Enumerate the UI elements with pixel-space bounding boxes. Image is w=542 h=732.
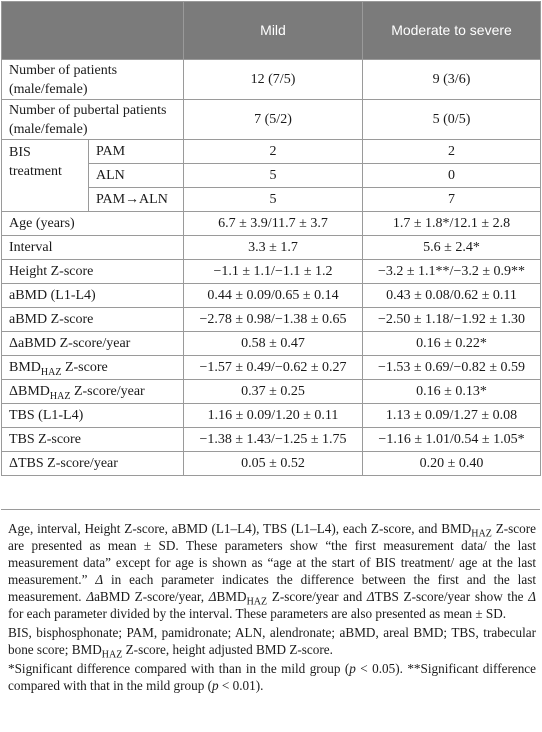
cell-moderate: 9 (3/6) bbox=[363, 60, 541, 100]
cell-moderate: 5.6 ± 2.4* bbox=[363, 236, 541, 260]
footnote-delta: Δ bbox=[208, 589, 217, 604]
label-part: ΔBMD bbox=[9, 384, 50, 399]
cell-moderate: 0.20 ± 0.40 bbox=[363, 452, 541, 476]
cell-mild: 6.7 ± 3.9/11.7 ± 3.7 bbox=[184, 212, 363, 236]
row-label: aBMD Z-score bbox=[2, 308, 184, 332]
row-label: Number of pubertal patients (male/female) bbox=[2, 100, 184, 140]
row-label: ΔaBMD Z-score/year bbox=[2, 332, 184, 356]
row-label: Height Z-score bbox=[2, 260, 184, 284]
table-row bbox=[2, 428, 541, 452]
footnote-text: in each parameter indicates the difference between the first and the last measurement. bbox=[8, 572, 536, 604]
row-label: TBS (L1-L4) bbox=[2, 404, 184, 428]
footnote-delta: Δ bbox=[366, 589, 375, 604]
cell-mild: 2 bbox=[184, 140, 363, 164]
row-label: TBS Z-score bbox=[2, 428, 184, 452]
label-subscript: HAZ bbox=[49, 390, 71, 402]
cell-moderate: −3.2 ± 1.1**/−3.2 ± 0.9** bbox=[363, 260, 541, 284]
table-row bbox=[2, 284, 541, 308]
cell-mild: 0.44 ± 0.09/0.65 ± 0.14 bbox=[184, 284, 363, 308]
table-row bbox=[2, 404, 541, 428]
cell-moderate: 5 (0/5) bbox=[363, 100, 541, 140]
footnote-definitions bbox=[8, 520, 536, 622]
cell-moderate: 7 bbox=[363, 188, 541, 212]
cell-mild: −1.57 ± 0.49/−0.62 ± 0.27 bbox=[184, 356, 363, 380]
cell-moderate: 0.16 ± 0.22* bbox=[363, 332, 541, 356]
cell-mild: 0.05 ± 0.52 bbox=[184, 452, 363, 476]
table-row bbox=[2, 356, 541, 380]
cell-mild: 5 bbox=[184, 164, 363, 188]
row-label: Age (years) bbox=[2, 212, 184, 236]
sub-label: ALN bbox=[89, 164, 184, 188]
header-empty bbox=[2, 2, 184, 60]
footnote-text: BMD bbox=[216, 589, 247, 604]
footnote-subscript: HAZ bbox=[246, 596, 268, 608]
row-label: ΔTBS Z-score/year bbox=[2, 452, 184, 476]
table-footnotes bbox=[8, 520, 536, 696]
cell-moderate: −2.50 ± 1.18/−1.92 ± 1.30 bbox=[363, 308, 541, 332]
cell-mild: 7 (5/2) bbox=[184, 100, 363, 140]
label-part: Z-score bbox=[61, 360, 108, 375]
cell-moderate: 2 bbox=[363, 140, 541, 164]
table-row bbox=[2, 236, 541, 260]
footnote-text: TBS Z-score/year show the bbox=[374, 589, 529, 604]
cell-mild: 1.16 ± 0.09/1.20 ± 0.11 bbox=[184, 404, 363, 428]
label-part: BMD bbox=[9, 360, 41, 375]
footnote-delta: Δ bbox=[95, 572, 104, 587]
table-row bbox=[2, 140, 541, 164]
table-row bbox=[2, 308, 541, 332]
table-row bbox=[2, 380, 541, 404]
footnote-delta: Δ bbox=[528, 589, 536, 604]
cell-moderate: 0.16 ± 0.13* bbox=[363, 380, 541, 404]
sub-label: PAM→ALN bbox=[89, 188, 184, 212]
header-moderate: Moderate to severe bbox=[363, 2, 541, 60]
row-label: aBMD (L1-L4) bbox=[2, 284, 184, 308]
table-row bbox=[2, 100, 541, 140]
table-row bbox=[2, 60, 541, 100]
cell-mild: 5 bbox=[184, 188, 363, 212]
footnote-text: Z-score are presented as mean ± SD. These parameters show “the first measurement data/ the last measurement data” except for age is shown as “age at the start of BIS treatment/ age at the last measurement.” bbox=[8, 521, 536, 587]
cell-mild: 3.3 ± 1.7 bbox=[184, 236, 363, 260]
cell-moderate: −1.53 ± 0.69/−0.82 ± 0.59 bbox=[363, 356, 541, 380]
row-label: Number of patients (male/female) bbox=[2, 60, 184, 100]
footnote-text: *Significant difference compared with than in the mild group ( bbox=[8, 661, 350, 676]
row-label bbox=[2, 356, 184, 380]
cell-mild: 12 (7/5) bbox=[184, 60, 363, 100]
table-row bbox=[2, 260, 541, 284]
cell-moderate: −1.16 ± 1.01/0.54 ± 1.05* bbox=[363, 428, 541, 452]
footnote-delta: Δ bbox=[86, 589, 95, 604]
footnote-subscript: HAZ bbox=[101, 649, 123, 661]
footnote-text: BIS, bisphosphonate; PAM, pamidronate; ALN, alendronate; aBMD, areal BMD; TBS, trabecular bone score; BMD bbox=[8, 625, 536, 657]
cell-moderate: 1.7 ± 1.8*/12.1 ± 2.8 bbox=[363, 212, 541, 236]
header-row bbox=[2, 2, 541, 60]
cell-mild: −1.38 ± 1.43/−1.25 ± 1.75 bbox=[184, 428, 363, 452]
label-part: Z-score/year bbox=[70, 384, 145, 399]
footnote-significance bbox=[8, 660, 536, 694]
footnote-text: Z-score/year and bbox=[267, 589, 367, 604]
footnote-p: p bbox=[212, 678, 219, 693]
sub-label: PAM bbox=[89, 140, 184, 164]
row-label-bis: BIS treatment bbox=[2, 140, 89, 212]
footnote-text: < 0.01). bbox=[218, 678, 264, 693]
footnote-text: for each parameter divided by the interval. These parameters are also presented as mean ± SD. bbox=[8, 606, 507, 621]
results-table bbox=[1, 1, 541, 476]
cell-mild: 0.37 ± 0.25 bbox=[184, 380, 363, 404]
footnote-subscript: HAZ bbox=[471, 528, 492, 540]
footnote-text: < 0.05). **Significant difference compared with that in the mild group ( bbox=[8, 661, 536, 693]
footnote-text: Z-score, height adjusted BMD Z-score. bbox=[122, 642, 333, 657]
cell-mild: 0.58 ± 0.47 bbox=[184, 332, 363, 356]
footnote-p: p bbox=[349, 661, 356, 676]
cell-moderate: 0.43 ± 0.08/0.62 ± 0.11 bbox=[363, 284, 541, 308]
cell-moderate: 1.13 ± 0.09/1.27 ± 0.08 bbox=[363, 404, 541, 428]
label-subscript: HAZ bbox=[40, 366, 62, 378]
row-label: Interval bbox=[2, 236, 184, 260]
footnote-text: aBMD Z-score/year, bbox=[94, 589, 209, 604]
cell-moderate: 0 bbox=[363, 164, 541, 188]
cell-mild: −2.78 ± 0.98/−1.38 ± 0.65 bbox=[184, 308, 363, 332]
table-row bbox=[2, 332, 541, 356]
cell-mild: −1.1 ± 1.1/−1.1 ± 1.2 bbox=[184, 260, 363, 284]
notes-divider bbox=[1, 509, 540, 510]
row-label bbox=[2, 380, 184, 404]
table-row bbox=[2, 452, 541, 476]
header-mild: Mild bbox=[184, 2, 363, 60]
footnote-text: Age, interval, Height Z-score, aBMD (L1–L4), TBS (L1–L4), each Z-score, and BMD bbox=[8, 521, 472, 536]
footnote-abbreviations bbox=[8, 624, 536, 661]
table-row bbox=[2, 212, 541, 236]
